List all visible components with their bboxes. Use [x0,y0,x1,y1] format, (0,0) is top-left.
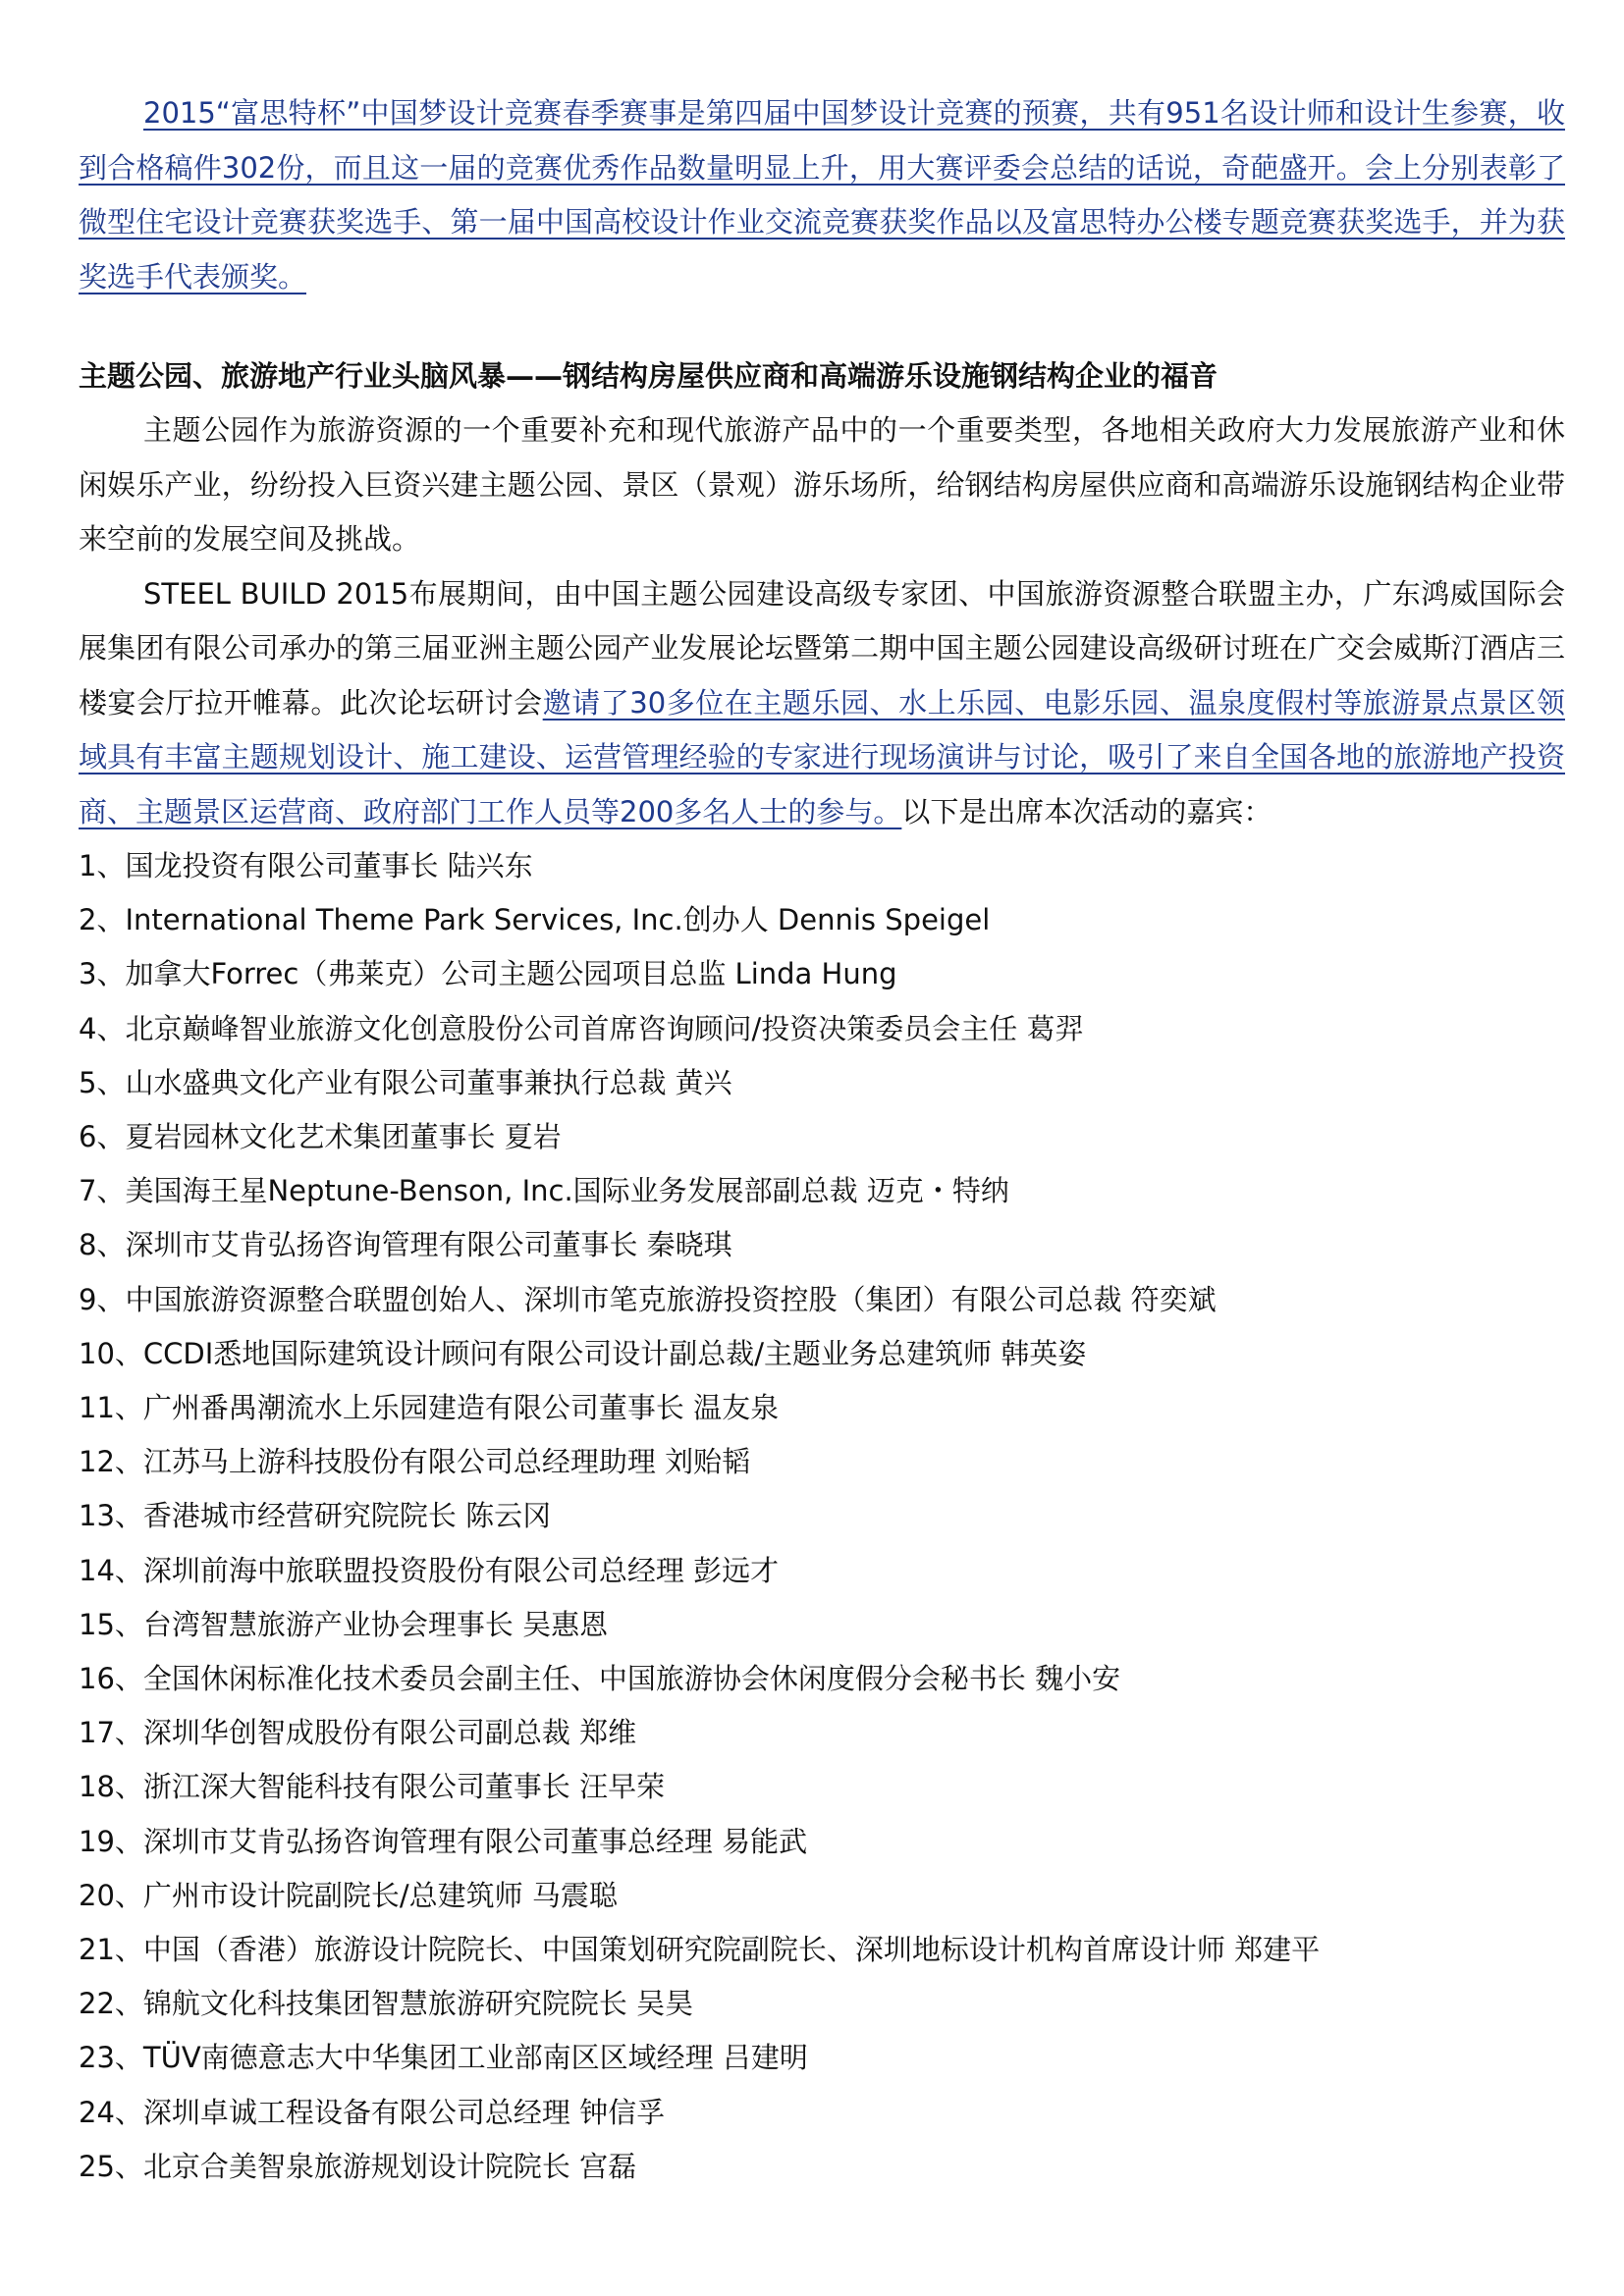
guest-item: 23、TÜV南德意志大中华集团工业部南区区域经理 吕建明 [79,2041,808,2075]
guest-item: 3、加拿大Forrec（弗莱克）公司主题公园项目总监 Linda Hung [79,957,897,991]
guest-item: 24、深圳卓诚工程设备有限公司总经理 钟信孚 [79,2095,666,2129]
guest-item: 9、中国旅游资源整合联盟创始人、深圳市笔克旅游投资控股（集团）有限公司总裁 符奕斌 [79,1282,1217,1316]
guest-item: 6、夏岩园林文化艺术集团董事长 夏岩 [79,1120,562,1154]
paragraph-2-link[interactable]: 邀请了30多位在主题乐园、水上乐园、电影乐园、温泉度假村等旅游景点景区领域具有丰富主题规划设计、施工建设、运营管理经验的专家进行现场演讲与讨论，吸引了来自全国各地的旅游地产投资商、主题景区运营商、政府部门工作人员等200多名人士的参与。 [79,685,1565,828]
guest-item: 10、CCDI悉地国际建筑设计顾问有限公司设计副总裁/主题业务总建筑师 韩英姿 [79,1336,1087,1370]
document-page [79,86,1565,2194]
section-heading: 主题公园、旅游地产行业头脑风暴——钢结构房屋供应商和高端游乐设施钢结构企业的福音 [79,359,1218,393]
guest-item: 15、台湾智慧旅游产业协会理事长 吴惠恩 [79,1607,609,1641]
guest-item: 13、香港城市经营研究院院长 陈云冈 [79,1499,552,1533]
paragraph-2-text: STEEL BUILD 2015布展期间，由中国主题公园建设高级专家团、中国旅游资源整合联盟主办，广东鸿威国际会展集团有限公司承办的第三届亚洲主题公园产业发展论坛暨第二期中国主题公园建设高级研讨班在广交会威斯汀酒店三楼宴会厅拉开帷幕。此次论坛研讨会 [79,576,1565,720]
guest-item: 11、广州番禺潮流水上乐园建造有限公司董事长 温友泉 [79,1391,780,1425]
guest-item: 19、深圳市艾肯弘扬咨询管理有限公司董事总经理 易能武 [79,1824,808,1858]
intro-paragraph-link[interactable]: 2015“富思特杯”中国梦设计竞赛春季赛事是第四届中国梦设计竞赛的预赛，共有951名设计师和设计生参赛，收到合格稿件302份，而且这一届的竞赛优秀作品数量明显上升，用大赛评委会总结的话说，奇葩盛开。会上分别表彰了微型住宅设计竞赛获奖选手、第一届中国高校设计作业交流竞赛获奖作品以及富思特办公楼专题竞赛获奖选手，并为获奖选手代表颁奖。 [79,96,1565,294]
guest-item: 14、深圳前海中旅联盟投资股份有限公司总经理 彭远才 [79,1553,780,1587]
guest-list [79,839,1565,2194]
guest-item: 20、广州市设计院副院长/总建筑师 马震聪 [79,1878,618,1912]
guest-item: 25、北京合美智泉旅游规划设计院院长 宫磊 [79,2149,637,2183]
guest-item: 22、锦航文化科技集团智慧旅游研究院院长 吴昊 [79,1987,694,2021]
body-paragraph-1: 主题公园作为旅游资源的一个重要补充和现代旅游产品中的一个重要类型，各地相关政府大力发展旅游产业和休闲娱乐产业，纷纷投入巨资兴建主题公园、景区（景观）游乐场所，给钢结构房屋供应商和高端游乐设施钢结构企业带来空前的发展空间及挑战。 [79,413,1565,556]
paragraph-2-tail: 以下是出席本次活动的嘉宾： [901,794,1272,828]
guest-item: 16、全国休闲标准化技术委员会副主任、中国旅游协会休闲度假分会秘书长 魏小安 [79,1662,1121,1696]
guest-item: 18、浙江深大智能科技有限公司董事长 汪早荣 [79,1770,666,1804]
guest-item: 4、北京巅峰智业旅游文化创意股份公司首席咨询顾问/投资决策委员会主任 葛羿 [79,1011,1084,1045]
guest-item: 5、山水盛典文化产业有限公司董事兼执行总裁 黄兴 [79,1065,732,1099]
guest-item: 7、美国海王星Neptune-Benson, Inc.国际业务发展部副总裁 迈克・特纳 [79,1174,1009,1208]
guest-item: 2、International Theme Park Services, Inc.创办人 Dennis Speigel [79,903,991,937]
body-paragraph-2 [79,567,1565,840]
guest-item: 12、江苏马上游科技股份有限公司总经理助理 刘贻韬 [79,1445,751,1479]
guest-item: 17、深圳华创智成股份有限公司副总裁 郑维 [79,1716,637,1750]
guest-item: 21、中国（香港）旅游设计院院长、中国策划研究院副院长、深圳地标设计机构首席设计师 郑建平 [79,1933,1321,1967]
guest-item: 1、国龙投资有限公司董事长 陆兴东 [79,849,533,882]
guest-item: 8、深圳市艾肯弘扬咨询管理有限公司董事长 秦晓琪 [79,1228,732,1262]
